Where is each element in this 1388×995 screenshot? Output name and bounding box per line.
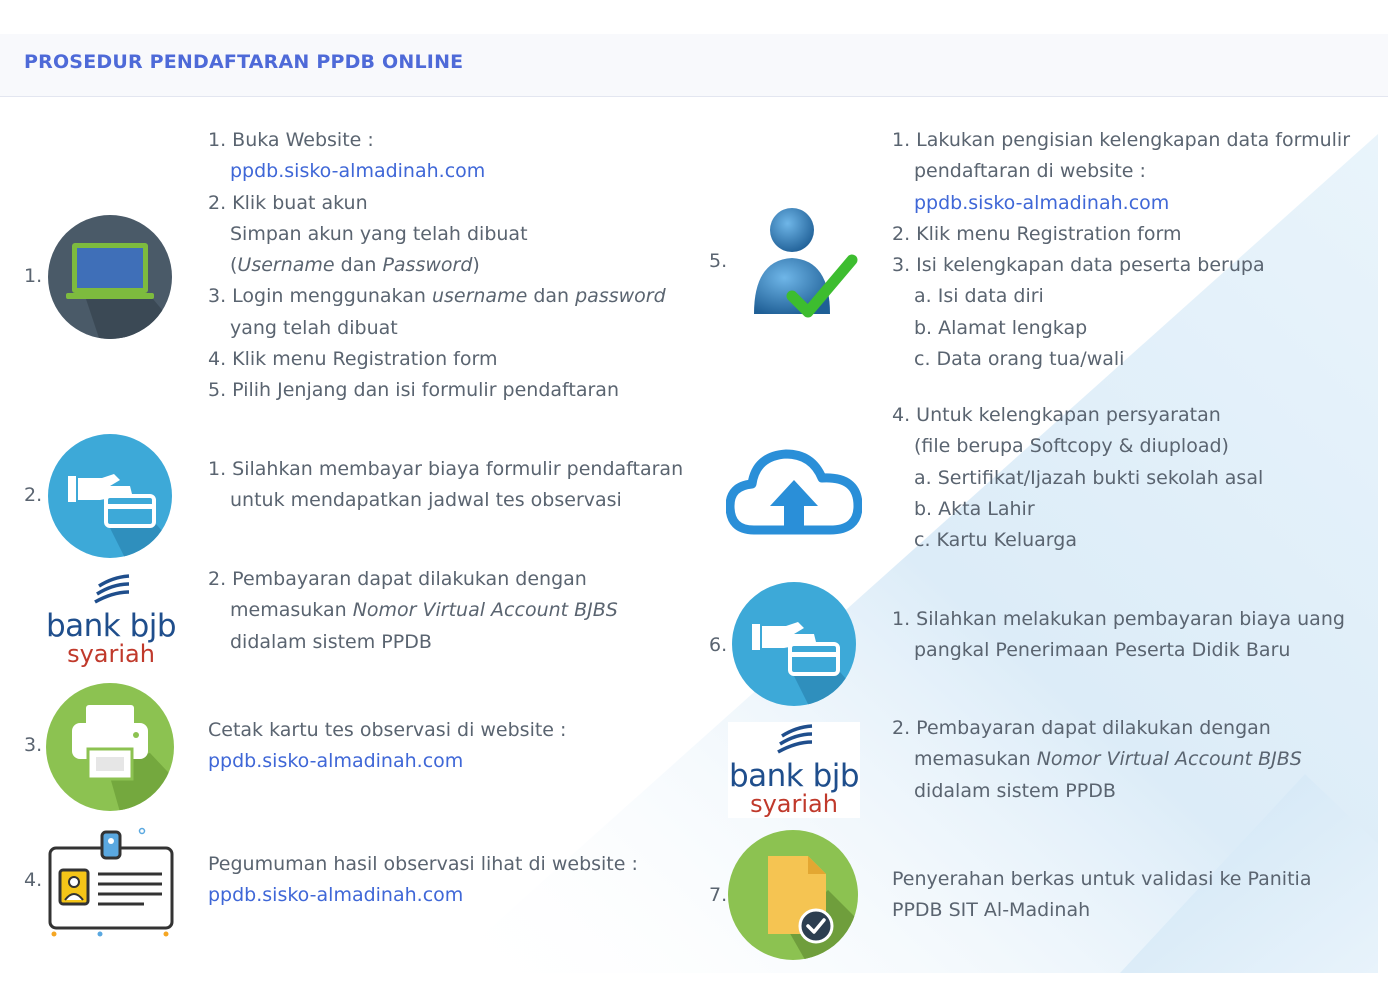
bank-name: bank bjb	[45, 608, 177, 644]
step-1-number: 1.	[24, 265, 43, 287]
upload-line-3: a. Sertifikat/Ijazah bukti sekolah asal	[914, 466, 1264, 489]
step-4-number: 4.	[24, 869, 43, 891]
step-2-line-5: didalam sistem PPDB	[230, 630, 432, 653]
step-2-text-b	[208, 564, 618, 658]
step-1-text	[208, 125, 666, 407]
step-5-website-link[interactable]: ppdb.sisko-almadinah.com	[914, 191, 1170, 214]
step-4-text	[208, 849, 638, 912]
step-7-text	[892, 864, 1311, 927]
bank-stripes-icon-2	[772, 722, 816, 756]
document-check-icon	[728, 830, 858, 960]
step-5-number: 5.	[709, 250, 728, 272]
step-2-number: 2.	[24, 484, 43, 506]
step-1-line-9: 5. Pilih Jenjang dan isi formulir pendaftaran	[208, 379, 619, 402]
step-1-line-3: 2. Klik buat akun	[208, 191, 368, 214]
step-7-number: 7.	[709, 884, 728, 906]
step-5-upload-text	[892, 400, 1263, 556]
step-7-line-1: Penyerahan berkas untuk validasi ke Panitia	[892, 868, 1312, 890]
step-1-website-link[interactable]: ppdb.sisko-almadinah.com	[230, 160, 486, 183]
step-6-text-b	[892, 713, 1302, 807]
step-5-line-4: 2. Klik menu Registration form	[892, 222, 1182, 245]
bank-name-2: bank bjb	[728, 758, 860, 794]
bank-stripes-icon	[89, 572, 133, 606]
step-1-line-8: 4. Klik menu Registration form	[208, 348, 498, 371]
step-2-line-4: memasukan Nomor Virtual Account BJBS	[230, 599, 618, 622]
user-check-icon	[748, 204, 860, 326]
step-6-line-2: pangkal Penerimaan Peserta Didik Baru	[914, 639, 1291, 662]
page-title: PROSEDUR PENDAFTARAN PPDB ONLINE	[24, 51, 464, 73]
step-2-line-1: 1. Silahkan membayar biaya formulir pendaftaran	[208, 458, 684, 480]
step-6-line-5: didalam sistem PPDB	[914, 779, 1116, 802]
step-5-line-6: a. Isi data diri	[914, 285, 1044, 308]
upload-line-4: b. Akta Lahir	[914, 497, 1035, 520]
step-4-website-link[interactable]: ppdb.sisko-almadinah.com	[208, 884, 464, 907]
step-5-line-2: pendaftaran di website :	[914, 160, 1146, 183]
step-5-line-8: c. Data orang tua/wali	[914, 348, 1125, 371]
printer-icon	[46, 683, 174, 811]
step-5-text	[892, 125, 1350, 375]
step-1-line-7: yang telah dibuat	[230, 316, 398, 339]
upload-line-1: 4. Untuk kelengkapan persyaratan	[892, 404, 1221, 426]
laptop-icon	[48, 215, 172, 339]
step-3-website-link[interactable]: ppdb.sisko-almadinah.com	[208, 750, 464, 773]
bank-bjb-syariah-logo-2	[728, 722, 860, 818]
step-3-number: 3.	[24, 734, 43, 756]
step-6-line-3: 2. Pembayaran dapat dilakukan dengan	[892, 717, 1271, 739]
card-payment-icon	[48, 434, 172, 558]
step-5-line-5: 3. Isi kelengkapan data peserta berupa	[892, 254, 1265, 277]
step-1-line-6: 3. Login menggunakan username dan password	[208, 285, 666, 308]
step-3-line-1: Cetak kartu tes observasi di website :	[208, 719, 567, 741]
bank-sub: syariah	[67, 640, 155, 668]
id-card-icon	[44, 824, 178, 940]
card-header	[0, 34, 1388, 97]
step-3-text	[208, 715, 566, 778]
step-5-line-1: 1. Lakukan pengisian kelengkapan data formulir	[892, 129, 1351, 151]
step-5-line-7: b. Alamat lengkap	[914, 316, 1088, 339]
upload-line-2: (file berupa Softcopy & diupload)	[914, 435, 1229, 458]
step-4-line-1: Pegumuman hasil observasi lihat di website :	[208, 853, 638, 875]
upload-line-5: c. Kartu Keluarga	[914, 529, 1077, 552]
step-1-line-5: (Username dan Password)	[230, 254, 480, 277]
step-2-line-3: 2. Pembayaran dapat dilakukan dengan	[208, 568, 587, 590]
step-7-line-2: PPDB SIT Al-Madinah	[892, 899, 1091, 922]
bank-bjb-syariah-logo	[36, 572, 186, 666]
cloud-upload-icon	[726, 446, 862, 536]
step-2-line-2: untuk mendapatkan jadwal tes observasi	[230, 489, 622, 512]
step-6-line-1: 1. Silahkan melakukan pembayaran biaya uang	[892, 608, 1345, 630]
step-1-line-4: Simpan akun yang telah dibuat	[230, 222, 528, 245]
card-payment-icon-2	[732, 582, 856, 706]
step-2-text-a	[208, 454, 683, 517]
bank-sub-2: syariah	[750, 790, 838, 818]
step-6-number: 6.	[709, 634, 728, 656]
step-6-line-4: memasukan Nomor Virtual Account BJBS	[914, 748, 1302, 771]
step-1-line-1: 1. Buka Website :	[208, 129, 374, 151]
step-6-text-a	[892, 604, 1345, 667]
